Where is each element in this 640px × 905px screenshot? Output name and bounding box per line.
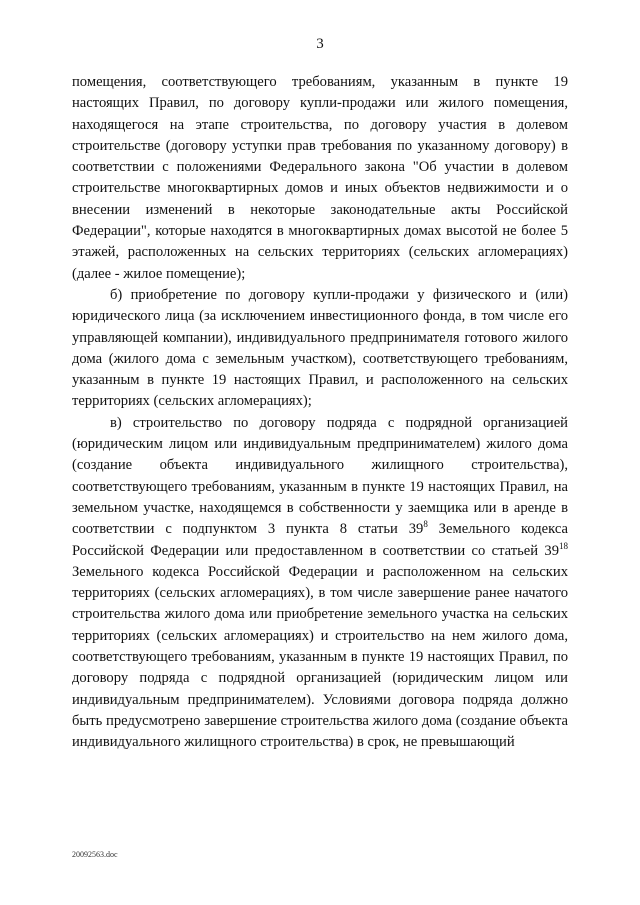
paragraph-3 (72, 413, 568, 754)
footer-filename: 20092563.doc (72, 850, 118, 859)
superscript: 8 (423, 519, 428, 530)
paragraph-2 (72, 285, 568, 413)
page-number: 3 (316, 36, 324, 52)
paragraph-1 (72, 72, 568, 285)
paragraph-text: помещения, соответствующего требованиям, указанным в пункте 19 настоящих Правил, по договору купли-продажи или жилого помещения, находящегося на этапе строительства, по договору участия в долевом строительстве (договору уступки прав требования по указанному договору) в соответствии с положениями Федерального закона "Об участии в долевом строительстве многоквартирных домов и иных объектов недвижимости и о внесении изменений в некоторые законодательные акты Российской Федерации", которые находятся в многоквартирных домах высотой не более 5 этажей, расположенных на сельских территориях (сельских агломерациях) (далее - жилое помещение); (72, 74, 568, 282)
superscript: 18 (559, 540, 568, 551)
paragraph-text: Земельного кодекса Российской Федерации или предоставленном в соответствии со статьей 39 (72, 521, 568, 559)
paragraph-text: в) строительство по договору подряда с подрядной организацией (юридическим лицом или индивидуальным предпринимателем) жилого дома (создание объекта индивидуального жилищного строительства), соответствующего требованиям, указанным в пункте 19 настоящих Правил, на земельном участке, находящемся в собственности у заемщика или в аренде в соответствии с подпунктом 3 пункта 8 статьи 39 (72, 414, 568, 538)
paragraph-text: Земельного кодекса Российской Федерации и расположенном на сельских территориях (сельских агломерациях), в том числе завершение ранее начатого строительства жилого дома или приобретение земельного участка на сельских территориях (сельских агломерациях) и строительство на нем жилого дома, соответствующего требованиям, указанным в пункте 19 настоящих Правил, по договору подряда с подрядной организацией (юридическим лицом или индивидуальным предпринимателем). Условиями договора подряда должно быть предусмотрено завершение строительства жилого дома (создание объекта индивидуального жилищного строительства) в срок, не превышающий (72, 563, 568, 751)
document-body (72, 72, 568, 754)
paragraph-text: б) приобретение по договору купли-продажи у физического и (или) юридического лица (за исключением инвестиционного фонда, в том числе его управляющей компании), индивидуального предпринимателя готового жилого дома (жилого дома с земельным участком), соответствующего требованиям, указанным в пункте 19 настоящих Правил, и расположенного на сельских территориях (сельских агломерациях); (72, 286, 568, 410)
